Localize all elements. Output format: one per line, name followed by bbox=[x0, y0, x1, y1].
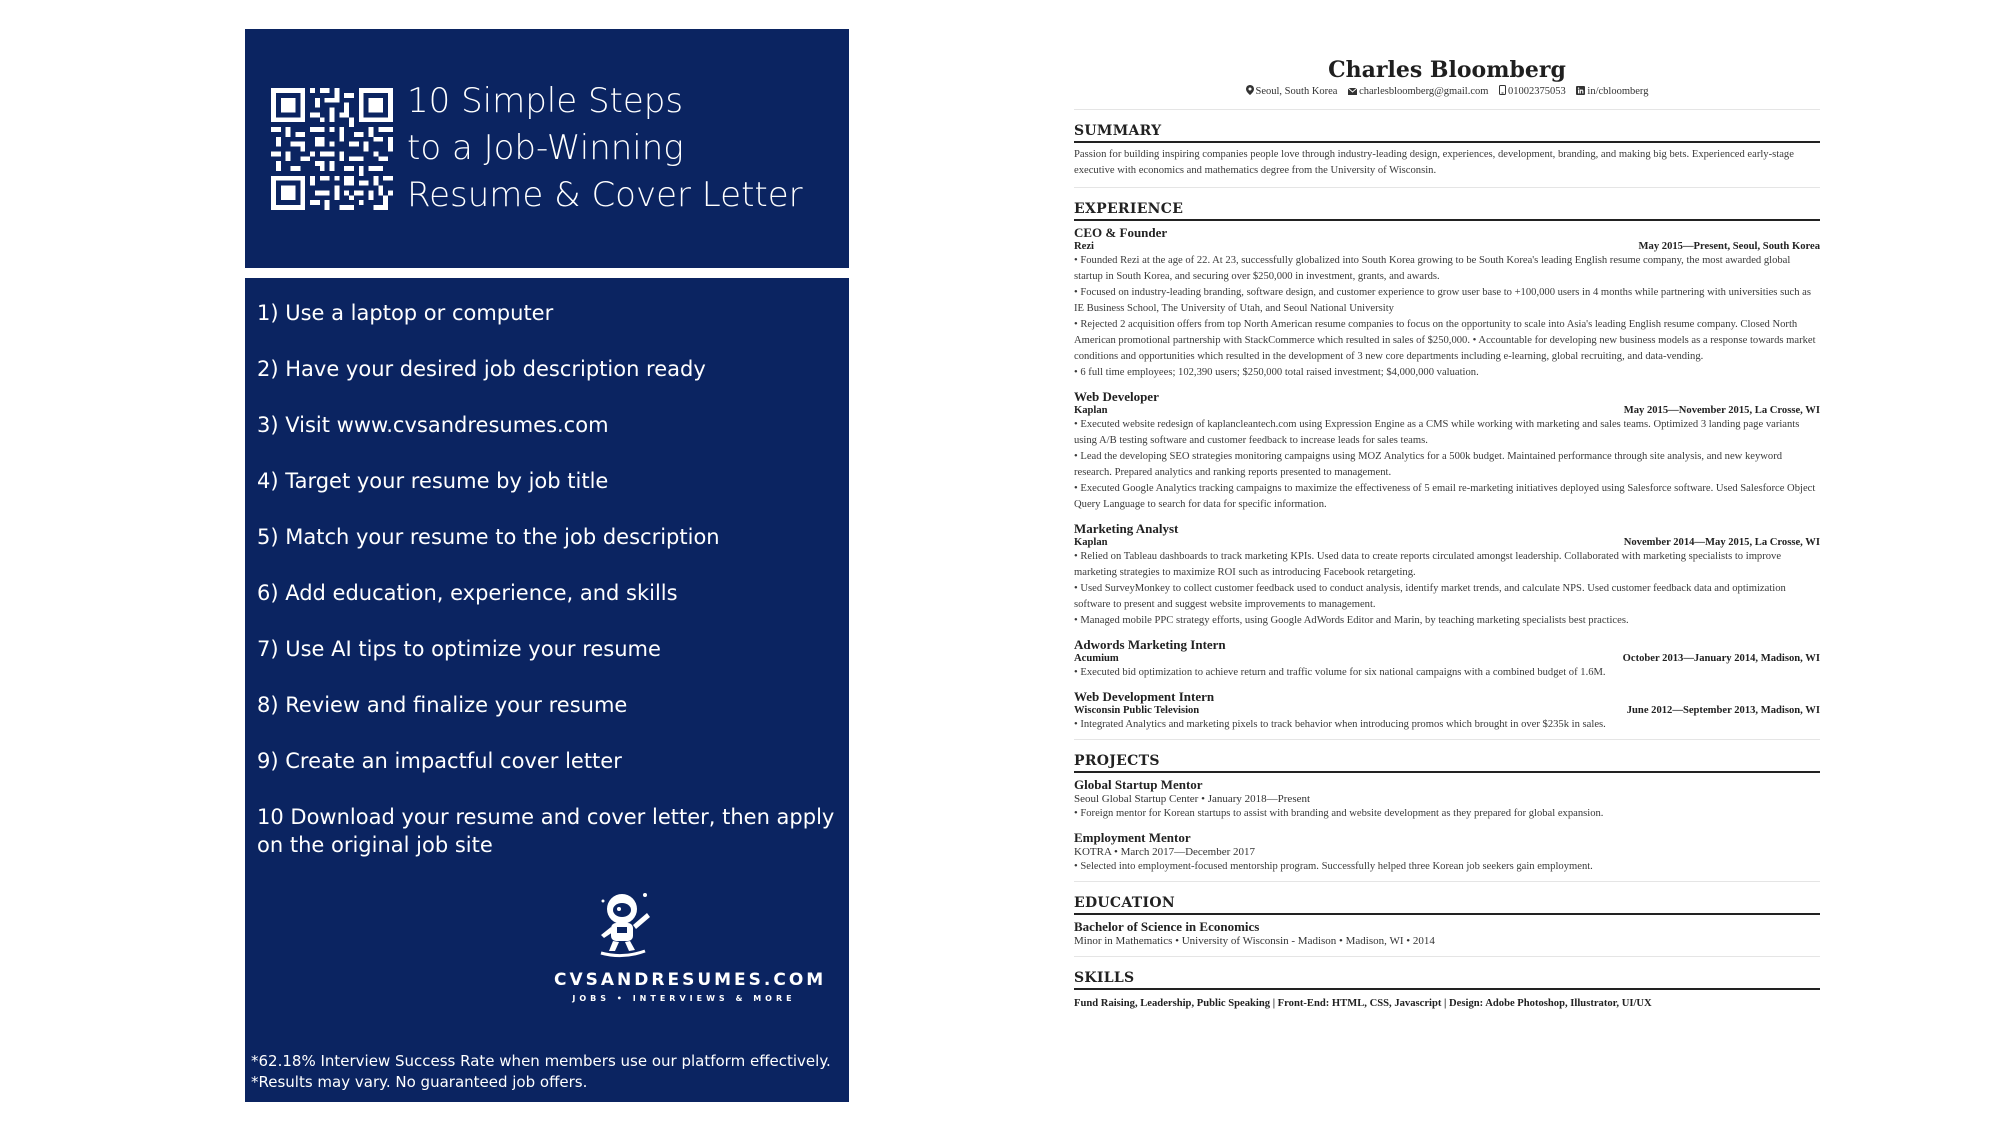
job-bullet: • Executed bid optimization to achieve return and traffic volume for six national campaigns with a combined budget of 1.6M. bbox=[1074, 667, 1606, 678]
step-item: 4) Target your resume by job title bbox=[257, 469, 609, 493]
resume-name: Charles Bloomberg bbox=[1328, 57, 1566, 83]
step-item: 2) Have your desired job description ready bbox=[257, 357, 706, 381]
disclaimer bbox=[251, 1051, 847, 1093]
job-meta bbox=[1074, 704, 1820, 717]
section-rule bbox=[1074, 988, 1820, 990]
job-company: Rezi bbox=[1074, 241, 1094, 252]
step-item: 5) Match your resume to the job description bbox=[257, 525, 720, 549]
brand-tagline: JOBS • INTERVIEWS & MORE bbox=[572, 994, 796, 1003]
job-entry bbox=[1074, 637, 1820, 681]
section-rule bbox=[1074, 141, 1820, 143]
job-dates: November 2014—May 2015, La Crosse, WI bbox=[1623, 537, 1820, 548]
divider bbox=[1074, 739, 1820, 740]
job-title: CEO & Founder bbox=[1074, 225, 1168, 240]
flyer-title-line: Resume & Cover Letter bbox=[407, 175, 803, 215]
step-item: 3) Visit www.cvsandresumes.com bbox=[257, 413, 609, 437]
contact-phone bbox=[1499, 85, 1566, 99]
flyer-title-line: 10 Simple Steps bbox=[407, 81, 684, 121]
job-company: Acumium bbox=[1074, 653, 1119, 664]
contact-linkedin-text: in/cbloomberg bbox=[1587, 86, 1649, 97]
job-dates: October 2013—January 2014, Madison, WI bbox=[1622, 653, 1820, 664]
job-meta bbox=[1074, 240, 1820, 253]
flyer bbox=[245, 29, 849, 1102]
job-entry bbox=[1074, 225, 1820, 381]
flyer-title bbox=[407, 78, 837, 219]
flyer-header-panel bbox=[245, 29, 849, 268]
job-bullet: • Integrated Analytics and marketing pixels to track behavior when introducing promos which brought in over $235k in sales. bbox=[1074, 719, 1606, 730]
brand-name: CVSANDRESUMES.COM bbox=[554, 970, 827, 990]
job-bullet: • Executed Google Analytics tracking campaigns to maximize the effectiveness of 5 email re-marketing initiatives deployed using Salesforce software. Used Salesforce Object Query Language to search for data for specific information. bbox=[1074, 483, 1816, 510]
job-bullets bbox=[1074, 665, 1820, 681]
job-company: Wisconsin Public Television bbox=[1074, 705, 1200, 716]
job-bullets bbox=[1074, 717, 1820, 733]
job-bullets bbox=[1074, 417, 1820, 513]
divider bbox=[1074, 109, 1820, 110]
job-company: Kaplan bbox=[1074, 405, 1108, 416]
divider bbox=[1074, 956, 1820, 957]
job-bullet: • Executed website redesign of kaplancleantech.com using Expression Engine as a CMS while working with marketing and sales teams. Optimized 3 landing page variants using A/B testing software and customer feedback to increase leads for sales teams. bbox=[1074, 419, 1800, 446]
divider bbox=[1074, 187, 1820, 188]
projects-heading: PROJECTS bbox=[1074, 753, 1160, 769]
job-bullet: • Focused on industry-leading branding, software design, and customer experience to grow user base to +100,000 users in 4 months while partnering with universities such as IE Business School, The University of Utah, and Seoul National University bbox=[1074, 287, 1811, 314]
job-company: Kaplan bbox=[1074, 537, 1108, 548]
job-entry bbox=[1074, 389, 1820, 513]
email-icon bbox=[1348, 88, 1357, 95]
project-bullet: • Selected into employment-focused mentorship program. Successfully helped three Korean job seekers gain employment. bbox=[1074, 861, 1593, 872]
job-bullets bbox=[1074, 253, 1820, 381]
step-item: 6) Add education, experience, and skills bbox=[257, 581, 678, 605]
job-title: Adwords Marketing Intern bbox=[1074, 637, 1226, 652]
project-bullet: • Foreign mentor for Korean startups to assist with branding and website development as they prepared for global expansion. bbox=[1074, 808, 1604, 819]
education-detail: Minor in Mathematics • University of Wisconsin - Madison • Madison, WI • 2014 bbox=[1074, 935, 1435, 947]
skills-text: Fund Raising, Leadership, Public Speaking | Front-End: HTML, CSS, Javascript | Design: Adobe Photoshop, Illustrator, UI/UX bbox=[1074, 998, 1652, 1009]
project-entry bbox=[1074, 777, 1820, 822]
education-degree: Bachelor of Science in Economics bbox=[1074, 919, 1260, 934]
summary-heading: SUMMARY bbox=[1074, 123, 1162, 139]
job-bullet: • Founded Rezi at the age of 22. At 23, successfully globalized into South Korea growing to be South Korea's leading English resume company, the most awarded global startup in South Korea, and securing over $250,000 in investment, grants, and awards. bbox=[1074, 255, 1791, 282]
job-entry bbox=[1074, 689, 1820, 733]
education-heading: EDUCATION bbox=[1074, 895, 1175, 911]
contact-location bbox=[1246, 85, 1338, 99]
step-item: 10 Download your resume and cover letter, then apply on the original job site bbox=[257, 805, 835, 857]
resume bbox=[1074, 55, 1820, 1012]
project-meta: Seoul Global Startup Center • January 2018—Present bbox=[1074, 793, 1311, 805]
project-entry bbox=[1074, 830, 1820, 875]
job-bullet: • Relied on Tableau dashboards to track marketing KPIs. Used data to create reports circulated amongst leadership. Collaborated with marketing specialists to improve marketing strategies to maximize ROI such as introducing Facebook retargeting. bbox=[1074, 551, 1782, 578]
contact-linkedin[interactable] bbox=[1576, 85, 1648, 99]
step-item: 8) Review and finalize your resume bbox=[257, 693, 628, 717]
skills-heading: SKILLS bbox=[1074, 970, 1135, 986]
summary-text: Passion for building inspiring companies people love through industry-leading design, experiences, development, branding, and making big bets. Experienced early-stage executive with economics and mathematics degree from the University of Wisconsin. bbox=[1074, 149, 1794, 176]
disclaimer-line: *62.18% Interview Success Rate when members use our platform effectively. bbox=[251, 1052, 831, 1070]
project-title: Employment Mentor bbox=[1074, 830, 1191, 845]
qr-code-icon bbox=[271, 88, 393, 210]
job-bullet: • 6 full time employees; 102,390 users; $250,000 total raised investment; $4,000,000 valuation. bbox=[1074, 367, 1479, 378]
flyer-title-line: to a Job-Winning bbox=[407, 128, 684, 168]
experience-heading: EXPERIENCE bbox=[1074, 201, 1184, 217]
contact-line bbox=[1074, 85, 1820, 99]
project-meta: KOTRA • March 2017—December 2017 bbox=[1074, 846, 1256, 858]
contact-email[interactable] bbox=[1348, 85, 1488, 99]
job-dates: May 2015—November 2015, La Crosse, WI bbox=[1623, 405, 1820, 416]
step-item: 1) Use a laptop or computer bbox=[257, 301, 554, 325]
project-title: Global Startup Mentor bbox=[1074, 777, 1203, 792]
job-bullet: • Lead the developing SEO strategies monitoring campaigns using MOZ Analytics for a 500k budget. Maintained performance through site analysis, and new keyword research. Prepared analytics and ranking reports presented to management. bbox=[1074, 451, 1783, 478]
section-rule bbox=[1074, 219, 1820, 221]
section-rule bbox=[1074, 913, 1820, 915]
step-item: 9) Create an impactful cover letter bbox=[257, 749, 622, 773]
disclaimer-line: *Results may vary. No guaranteed job offers. bbox=[251, 1073, 588, 1091]
job-bullets bbox=[1074, 549, 1820, 629]
job-dates: June 2012—September 2013, Madison, WI bbox=[1626, 705, 1820, 716]
contact-phone-text: 01002375053 bbox=[1508, 86, 1566, 97]
phone-icon bbox=[1499, 85, 1506, 95]
job-title: Web Development Intern bbox=[1074, 689, 1215, 704]
contact-email-text: charlesbloomberg@gmail.com bbox=[1359, 86, 1489, 97]
location-pin-icon bbox=[1246, 85, 1254, 95]
job-dates: May 2015—Present, Seoul, South Korea bbox=[1638, 241, 1820, 252]
job-title: Web Developer bbox=[1074, 389, 1159, 404]
job-bullet: • Used SurveyMonkey to collect customer feedback used to conduct analysis, identify market trends, and calculate NPS. Used customer feedback data and optimization software to present and suggest website improvements to management. bbox=[1074, 583, 1786, 610]
job-meta bbox=[1074, 652, 1820, 665]
job-bullet: • Managed mobile PPC strategy efforts, using Google AdWords Editor and Marin, by teaching marketing specialists best practices. bbox=[1074, 615, 1629, 626]
job-title: Marketing Analyst bbox=[1074, 521, 1179, 536]
divider bbox=[1074, 881, 1820, 882]
section-rule bbox=[1074, 771, 1820, 773]
job-meta bbox=[1074, 536, 1820, 549]
job-entry bbox=[1074, 521, 1820, 629]
contact-location-text: Seoul, South Korea bbox=[1255, 86, 1338, 97]
job-meta bbox=[1074, 404, 1820, 417]
astronaut-logo-icon bbox=[595, 887, 655, 959]
job-bullet: • Rejected 2 acquisition offers from top North American resume companies to focus on the opportunity to scale into Asia's leading English resume company. Closed North American promotional partnership with StackCommerce which resulted in sales of $250,000. • Accountable for developing new business models as a response towards market conditions and opportunities which resulted in the development of 3 new core departments including e-learning, global recruiting, and data-vending. bbox=[1074, 319, 1816, 362]
step-item: 7) Use AI tips to optimize your resume bbox=[257, 637, 661, 661]
linkedin-icon bbox=[1576, 86, 1585, 95]
